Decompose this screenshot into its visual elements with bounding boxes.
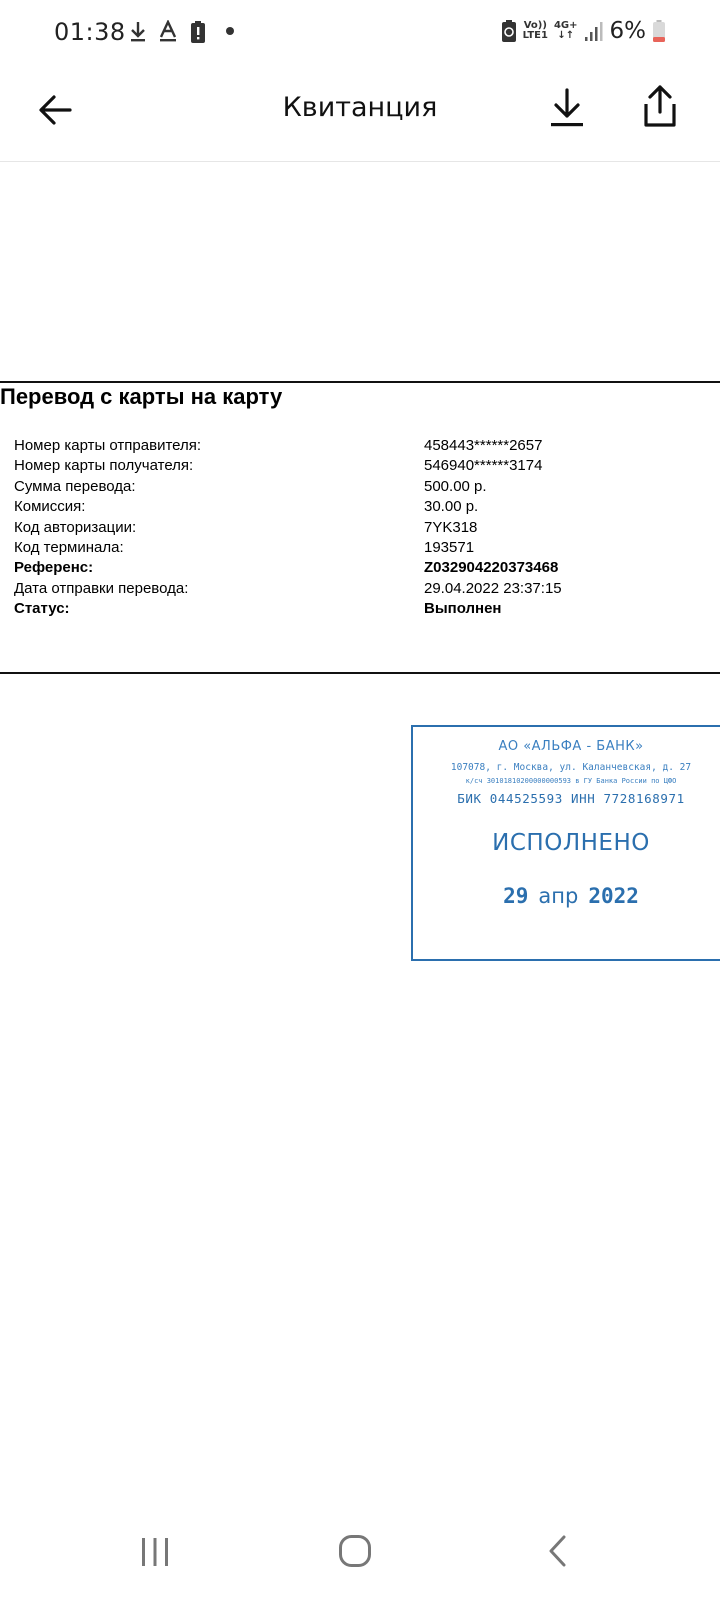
home-icon[interactable] xyxy=(338,1534,372,1568)
row-value: 7YK318 xyxy=(424,518,478,536)
back-icon[interactable] xyxy=(546,1534,570,1568)
row-value: 193571 xyxy=(424,538,475,556)
download-icon[interactable] xyxy=(548,86,586,130)
row-value: 458443******2657 xyxy=(424,437,543,454)
receipt-row xyxy=(14,478,614,498)
row-label: Код авторизации: xyxy=(14,518,137,536)
battery-alert-icon xyxy=(190,20,206,44)
stamp-year: 2022 xyxy=(588,884,639,908)
row-label: Код терминала: xyxy=(14,538,124,556)
stamp-date xyxy=(413,884,720,909)
receipt-title: Перевод с карты на карту xyxy=(0,384,283,409)
row-value: Выполнен xyxy=(424,600,502,618)
row-label: Номер карты отправителя: xyxy=(14,437,202,454)
receipt-row xyxy=(14,437,614,457)
row-label: Референс: xyxy=(14,559,94,577)
recycle-icon xyxy=(501,19,517,43)
recent-apps-icon[interactable] xyxy=(138,1536,172,1568)
volte-bottom: LTE1 xyxy=(522,30,548,41)
stamp-account: к/сч 30101810200000000593 в ГУ Банка России по ЦФО xyxy=(465,777,677,785)
receipt-bottom-rule xyxy=(0,672,720,674)
network-gen-indicator xyxy=(554,21,578,41)
receipt-top-rule xyxy=(0,381,720,383)
row-label: Номер карты получателя: xyxy=(14,457,194,475)
font-icon xyxy=(158,20,178,44)
navigation-bar xyxy=(0,1500,720,1600)
row-value: 29.04.2022 23:37:15 xyxy=(424,579,562,597)
receipt-row xyxy=(14,559,614,579)
network-gen-top: 4G+ xyxy=(553,20,578,31)
download-icon xyxy=(128,20,148,44)
row-value: 500.00 р. xyxy=(424,477,487,495)
row-label: Статус: xyxy=(14,600,70,618)
receipt-row xyxy=(14,539,614,559)
share-icon[interactable] xyxy=(638,82,682,130)
battery-percent: 6% xyxy=(609,18,646,44)
row-value: 546940******3174 xyxy=(424,457,543,475)
receipt-row xyxy=(14,498,614,518)
receipt-row xyxy=(14,519,614,539)
row-label: Дата отправки перевода: xyxy=(14,579,189,597)
stamp-day: 29 xyxy=(503,884,529,908)
row-value: Z032904220373468 xyxy=(424,559,559,577)
stamp-status: ИСПОЛНЕНО xyxy=(492,830,650,856)
row-label: Сумма перевода: xyxy=(14,477,136,495)
row-label: Комиссия: xyxy=(14,498,86,516)
receipt-details xyxy=(14,437,614,621)
row-value: 30.00 р. xyxy=(424,498,479,516)
stamp-bik-inn: БИК 044525593 ИНН 7728168971 xyxy=(457,791,685,806)
bank-stamp xyxy=(411,725,720,961)
volte-top: Vo)) xyxy=(523,20,547,31)
stamp-address: 107078, г. Москва, ул. Каланчевская, д. 27 xyxy=(450,762,692,773)
app-bar xyxy=(0,66,720,162)
dot-icon xyxy=(226,27,234,35)
page-title: Квитанция xyxy=(282,92,438,123)
volte-indicator xyxy=(523,21,548,41)
receipt-row xyxy=(14,457,614,477)
battery-icon xyxy=(652,19,666,43)
receipt-row xyxy=(14,580,614,600)
signal-icon xyxy=(584,20,604,42)
receipt-row xyxy=(14,600,614,620)
status-bar xyxy=(0,0,720,66)
status-right xyxy=(501,18,666,44)
stamp-month: апр xyxy=(538,884,579,908)
status-time: 01:38 xyxy=(54,18,126,46)
network-gen-bottom: ↓↑ xyxy=(557,30,575,41)
stamp-bank-name: АО «АЛЬФА - БАНК» xyxy=(498,739,644,754)
